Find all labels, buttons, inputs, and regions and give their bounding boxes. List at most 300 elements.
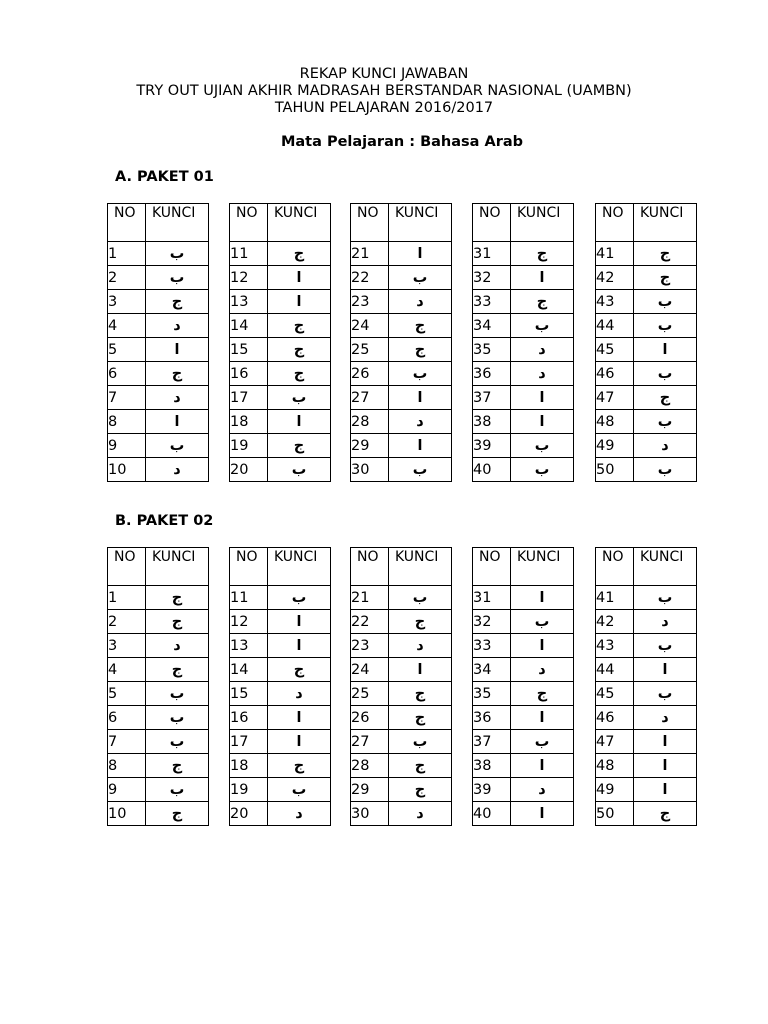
table-row: [596, 682, 697, 706]
table-row: [351, 634, 452, 658]
table-row: [108, 706, 209, 730]
question-number: 7: [108, 386, 146, 410]
table-row: [596, 754, 697, 778]
question-number: 20: [230, 802, 268, 826]
answer-key: ا: [268, 730, 331, 754]
answer-key: ا: [511, 386, 574, 410]
answer-key: ج: [389, 338, 452, 362]
table-row: [473, 410, 574, 434]
question-number: 41: [596, 586, 634, 610]
table-row: [230, 314, 331, 338]
question-number: 27: [351, 386, 389, 410]
answer-key: د: [389, 410, 452, 434]
question-number: 9: [108, 778, 146, 802]
answer-key: ا: [389, 434, 452, 458]
question-number: 21: [351, 242, 389, 266]
question-number: 11: [230, 586, 268, 610]
answer-key: ج: [389, 754, 452, 778]
column-header-kunci: KUNCI: [511, 204, 574, 242]
question-number: 19: [230, 778, 268, 802]
answer-key: ب: [634, 586, 697, 610]
answer-key: د: [634, 610, 697, 634]
column-header-kunci: KUNCI: [634, 548, 697, 586]
question-number: 38: [473, 754, 511, 778]
table-row: [596, 386, 697, 410]
answer-key: ا: [634, 730, 697, 754]
table-row: [351, 410, 452, 434]
table-row: [351, 386, 452, 410]
question-number: 24: [351, 658, 389, 682]
answer-key: د: [146, 314, 209, 338]
table-row: [108, 730, 209, 754]
question-number: 29: [351, 434, 389, 458]
answer-key: ا: [268, 290, 331, 314]
table-row: [473, 778, 574, 802]
question-number: 30: [351, 802, 389, 826]
table-row: [108, 314, 209, 338]
question-number: 49: [596, 434, 634, 458]
answer-key: ب: [389, 458, 452, 482]
question-number: 43: [596, 290, 634, 314]
header-school-year: TAHUN PELAJARAN 2016/2017: [274, 100, 494, 116]
table-row: [596, 706, 697, 730]
answer-key: ج: [268, 754, 331, 778]
table-row: [108, 458, 209, 482]
question-number: 50: [596, 802, 634, 826]
table-row: [596, 458, 697, 482]
answer-key: ج: [146, 802, 209, 826]
question-number: 39: [473, 434, 511, 458]
question-number: 23: [351, 290, 389, 314]
question-number: 48: [596, 410, 634, 434]
table-row: [230, 802, 331, 826]
question-number: 13: [230, 290, 268, 314]
answer-key: ا: [268, 266, 331, 290]
question-number: 50: [596, 458, 634, 482]
table-row: [230, 754, 331, 778]
question-number: 5: [108, 338, 146, 362]
table-row: [473, 362, 574, 386]
question-number: 46: [596, 706, 634, 730]
question-number: 16: [230, 706, 268, 730]
answer-key: ب: [634, 634, 697, 658]
question-number: 41: [596, 242, 634, 266]
table-row: [108, 610, 209, 634]
table-row: [473, 802, 574, 826]
table-header-row: [596, 204, 697, 242]
question-number: 5: [108, 682, 146, 706]
answer-key: ج: [146, 290, 209, 314]
answer-key: ج: [268, 314, 331, 338]
answer-key: ب: [389, 586, 452, 610]
question-number: 2: [108, 610, 146, 634]
answer-key: د: [146, 634, 209, 658]
answer-key: ب: [511, 434, 574, 458]
section-title-paket-02: B. PAKET 02: [115, 513, 214, 529]
answer-table: [107, 547, 209, 826]
answer-key: ب: [634, 458, 697, 482]
answer-key: ا: [268, 706, 331, 730]
column-header-no: NO: [351, 548, 389, 586]
table-row: [473, 434, 574, 458]
table-row: [230, 290, 331, 314]
answer-key: ج: [268, 658, 331, 682]
table-row: [230, 778, 331, 802]
answer-key: ب: [634, 410, 697, 434]
question-number: 4: [108, 658, 146, 682]
question-number: 44: [596, 658, 634, 682]
question-number: 42: [596, 266, 634, 290]
answer-table: [595, 547, 697, 826]
table-row: [473, 586, 574, 610]
table-header-row: [108, 204, 209, 242]
question-number: 22: [351, 266, 389, 290]
answer-key: د: [634, 434, 697, 458]
question-number: 28: [351, 754, 389, 778]
question-number: 48: [596, 754, 634, 778]
column-header-kunci: KUNCI: [634, 204, 697, 242]
table-row: [108, 802, 209, 826]
table-header-row: [230, 548, 331, 586]
table-row: [596, 730, 697, 754]
question-number: 6: [108, 706, 146, 730]
answer-key: ب: [146, 434, 209, 458]
answer-key: ا: [511, 586, 574, 610]
table-row: [351, 778, 452, 802]
question-number: 1: [108, 586, 146, 610]
answer-key: ب: [634, 290, 697, 314]
table-row: [230, 634, 331, 658]
table-row: [108, 778, 209, 802]
table-row: [351, 290, 452, 314]
answer-key: ب: [268, 778, 331, 802]
answer-key: ج: [146, 362, 209, 386]
answer-key: ب: [634, 362, 697, 386]
table-row: [108, 362, 209, 386]
question-number: 42: [596, 610, 634, 634]
column-header-no: NO: [108, 204, 146, 242]
answer-key: ج: [146, 754, 209, 778]
answer-key: ب: [268, 586, 331, 610]
table-row: [596, 362, 697, 386]
table-row: [596, 586, 697, 610]
column-header-kunci: KUNCI: [268, 548, 331, 586]
question-number: 38: [473, 410, 511, 434]
question-number: 43: [596, 634, 634, 658]
answer-key: ج: [268, 434, 331, 458]
answer-table: [107, 203, 209, 482]
answer-key: ج: [389, 610, 452, 634]
column-header-kunci: KUNCI: [146, 548, 209, 586]
question-number: 45: [596, 338, 634, 362]
table-row: [596, 634, 697, 658]
question-number: 8: [108, 754, 146, 778]
column-header-no: NO: [596, 204, 634, 242]
answer-key: ج: [634, 802, 697, 826]
answer-key: ب: [146, 706, 209, 730]
question-number: 25: [351, 682, 389, 706]
answer-key: د: [511, 658, 574, 682]
answer-key: ا: [146, 338, 209, 362]
table-row: [351, 434, 452, 458]
answer-key: ب: [146, 242, 209, 266]
answer-key: ج: [511, 290, 574, 314]
table-row: [230, 386, 331, 410]
table-row: [473, 610, 574, 634]
table-row: [108, 266, 209, 290]
question-number: 13: [230, 634, 268, 658]
question-number: 34: [473, 314, 511, 338]
question-number: 36: [473, 362, 511, 386]
question-number: 45: [596, 682, 634, 706]
table-row: [351, 754, 452, 778]
table-row: [351, 802, 452, 826]
question-number: 47: [596, 386, 634, 410]
answer-key: ج: [389, 314, 452, 338]
table-row: [473, 682, 574, 706]
answer-key-paket-01: [107, 203, 707, 483]
question-number: 31: [473, 242, 511, 266]
answer-key: د: [634, 706, 697, 730]
table-header-row: [596, 548, 697, 586]
table-row: [596, 314, 697, 338]
question-number: 9: [108, 434, 146, 458]
document-header: [0, 66, 768, 117]
table-row: [108, 290, 209, 314]
answer-key: د: [511, 338, 574, 362]
header-exam-name: TRY OUT UJIAN AKHIR MADRASAH BERSTANDAR NASIONAL (UAMBN): [136, 83, 632, 99]
table-row: [230, 266, 331, 290]
question-number: 39: [473, 778, 511, 802]
table-row: [108, 754, 209, 778]
table-row: [108, 586, 209, 610]
table-row: [473, 266, 574, 290]
column-header-kunci: KUNCI: [389, 204, 452, 242]
question-number: 26: [351, 706, 389, 730]
question-number: 37: [473, 386, 511, 410]
table-row: [230, 338, 331, 362]
answer-key: ج: [511, 682, 574, 706]
answer-key: ا: [389, 658, 452, 682]
column-header-kunci: KUNCI: [511, 548, 574, 586]
answer-table: [472, 547, 574, 826]
question-number: 17: [230, 730, 268, 754]
question-number: 12: [230, 610, 268, 634]
answer-key: ا: [634, 754, 697, 778]
table-row: [596, 610, 697, 634]
answer-key: ب: [511, 610, 574, 634]
question-number: 34: [473, 658, 511, 682]
table-row: [351, 610, 452, 634]
question-number: 44: [596, 314, 634, 338]
answer-key: ج: [146, 610, 209, 634]
question-number: 26: [351, 362, 389, 386]
column-header-no: NO: [108, 548, 146, 586]
answer-key: ج: [268, 362, 331, 386]
answer-key: ج: [511, 242, 574, 266]
answer-key: د: [389, 634, 452, 658]
column-header-no: NO: [473, 204, 511, 242]
answer-key: ج: [634, 242, 697, 266]
table-row: [108, 434, 209, 458]
table-row: [596, 290, 697, 314]
table-row: [351, 338, 452, 362]
table-row: [230, 410, 331, 434]
question-number: 23: [351, 634, 389, 658]
question-number: 30: [351, 458, 389, 482]
question-number: 22: [351, 610, 389, 634]
table-row: [596, 658, 697, 682]
answer-key: د: [146, 458, 209, 482]
column-header-kunci: KUNCI: [268, 204, 331, 242]
table-row: [230, 458, 331, 482]
header-title: REKAP KUNCI JAWABAN: [299, 66, 469, 82]
table-row: [473, 754, 574, 778]
answer-key: ج: [389, 682, 452, 706]
answer-key: ا: [268, 634, 331, 658]
table-row: [596, 266, 697, 290]
table-header-row: [230, 204, 331, 242]
answer-key: د: [146, 386, 209, 410]
table-header-row: [351, 204, 452, 242]
question-number: 28: [351, 410, 389, 434]
table-row: [596, 242, 697, 266]
question-number: 3: [108, 634, 146, 658]
table-row: [351, 458, 452, 482]
table-row: [230, 706, 331, 730]
question-number: 40: [473, 802, 511, 826]
table-row: [596, 802, 697, 826]
answer-key: ب: [268, 386, 331, 410]
question-number: 11: [230, 242, 268, 266]
answer-key: د: [268, 802, 331, 826]
table-row: [108, 634, 209, 658]
column-header-kunci: KUNCI: [146, 204, 209, 242]
answer-key: ج: [268, 338, 331, 362]
column-header-no: NO: [230, 204, 268, 242]
answer-key: د: [389, 290, 452, 314]
table-row: [351, 242, 452, 266]
section-title-paket-01: A. PAKET 01: [115, 169, 214, 185]
answer-key: ج: [389, 778, 452, 802]
question-number: 27: [351, 730, 389, 754]
question-number: 10: [108, 802, 146, 826]
answer-key: د: [511, 362, 574, 386]
column-header-no: NO: [473, 548, 511, 586]
question-number: 14: [230, 314, 268, 338]
answer-table: [472, 203, 574, 482]
answer-key: د: [511, 778, 574, 802]
table-row: [230, 362, 331, 386]
question-number: 35: [473, 682, 511, 706]
table-header-row: [108, 548, 209, 586]
table-row: [351, 706, 452, 730]
answer-key: د: [389, 802, 452, 826]
column-header-no: NO: [351, 204, 389, 242]
question-number: 3: [108, 290, 146, 314]
answer-key: ا: [511, 634, 574, 658]
table-row: [351, 266, 452, 290]
table-row: [230, 586, 331, 610]
answer-key-paket-02: [107, 547, 707, 827]
answer-key: ب: [146, 266, 209, 290]
table-row: [473, 338, 574, 362]
answer-key: ج: [634, 266, 697, 290]
table-row: [351, 362, 452, 386]
question-number: 20: [230, 458, 268, 482]
answer-key: ب: [511, 730, 574, 754]
answer-table: [595, 203, 697, 482]
column-header-kunci: KUNCI: [389, 548, 452, 586]
answer-key: ا: [634, 338, 697, 362]
question-number: 7: [108, 730, 146, 754]
answer-key: ب: [389, 266, 452, 290]
question-number: 46: [596, 362, 634, 386]
table-row: [230, 730, 331, 754]
question-number: 32: [473, 610, 511, 634]
answer-key: ج: [146, 586, 209, 610]
question-number: 18: [230, 410, 268, 434]
table-row: [108, 682, 209, 706]
answer-key: ب: [389, 362, 452, 386]
answer-key: ب: [634, 314, 697, 338]
question-number: 24: [351, 314, 389, 338]
answer-key: ا: [634, 658, 697, 682]
table-row: [108, 386, 209, 410]
question-number: 21: [351, 586, 389, 610]
question-number: 16: [230, 362, 268, 386]
question-number: 19: [230, 434, 268, 458]
answer-key: ا: [511, 802, 574, 826]
answer-key: ب: [389, 730, 452, 754]
answer-table: [229, 203, 331, 482]
table-row: [473, 386, 574, 410]
answer-table: [229, 547, 331, 826]
answer-key: ا: [146, 410, 209, 434]
answer-key: ج: [268, 242, 331, 266]
answer-key: ا: [389, 242, 452, 266]
answer-key: ب: [511, 458, 574, 482]
subject-label: Mata Pelajaran : Bahasa Arab: [280, 134, 524, 150]
column-header-no: NO: [596, 548, 634, 586]
table-row: [230, 610, 331, 634]
question-number: 33: [473, 634, 511, 658]
question-number: 31: [473, 586, 511, 610]
table-row: [351, 730, 452, 754]
question-number: 1: [108, 242, 146, 266]
answer-key: ب: [146, 682, 209, 706]
table-header-row: [473, 548, 574, 586]
table-header-row: [473, 204, 574, 242]
table-row: [108, 242, 209, 266]
question-number: 49: [596, 778, 634, 802]
table-row: [351, 682, 452, 706]
table-row: [230, 242, 331, 266]
answer-key: ب: [146, 730, 209, 754]
table-row: [351, 658, 452, 682]
answer-key: ج: [389, 706, 452, 730]
answer-key: ب: [146, 778, 209, 802]
question-number: 14: [230, 658, 268, 682]
answer-key: ج: [146, 658, 209, 682]
table-row: [473, 634, 574, 658]
table-row: [596, 338, 697, 362]
answer-key: ا: [511, 706, 574, 730]
answer-key: ج: [634, 386, 697, 410]
answer-table: [350, 547, 452, 826]
table-row: [351, 314, 452, 338]
table-row: [596, 410, 697, 434]
